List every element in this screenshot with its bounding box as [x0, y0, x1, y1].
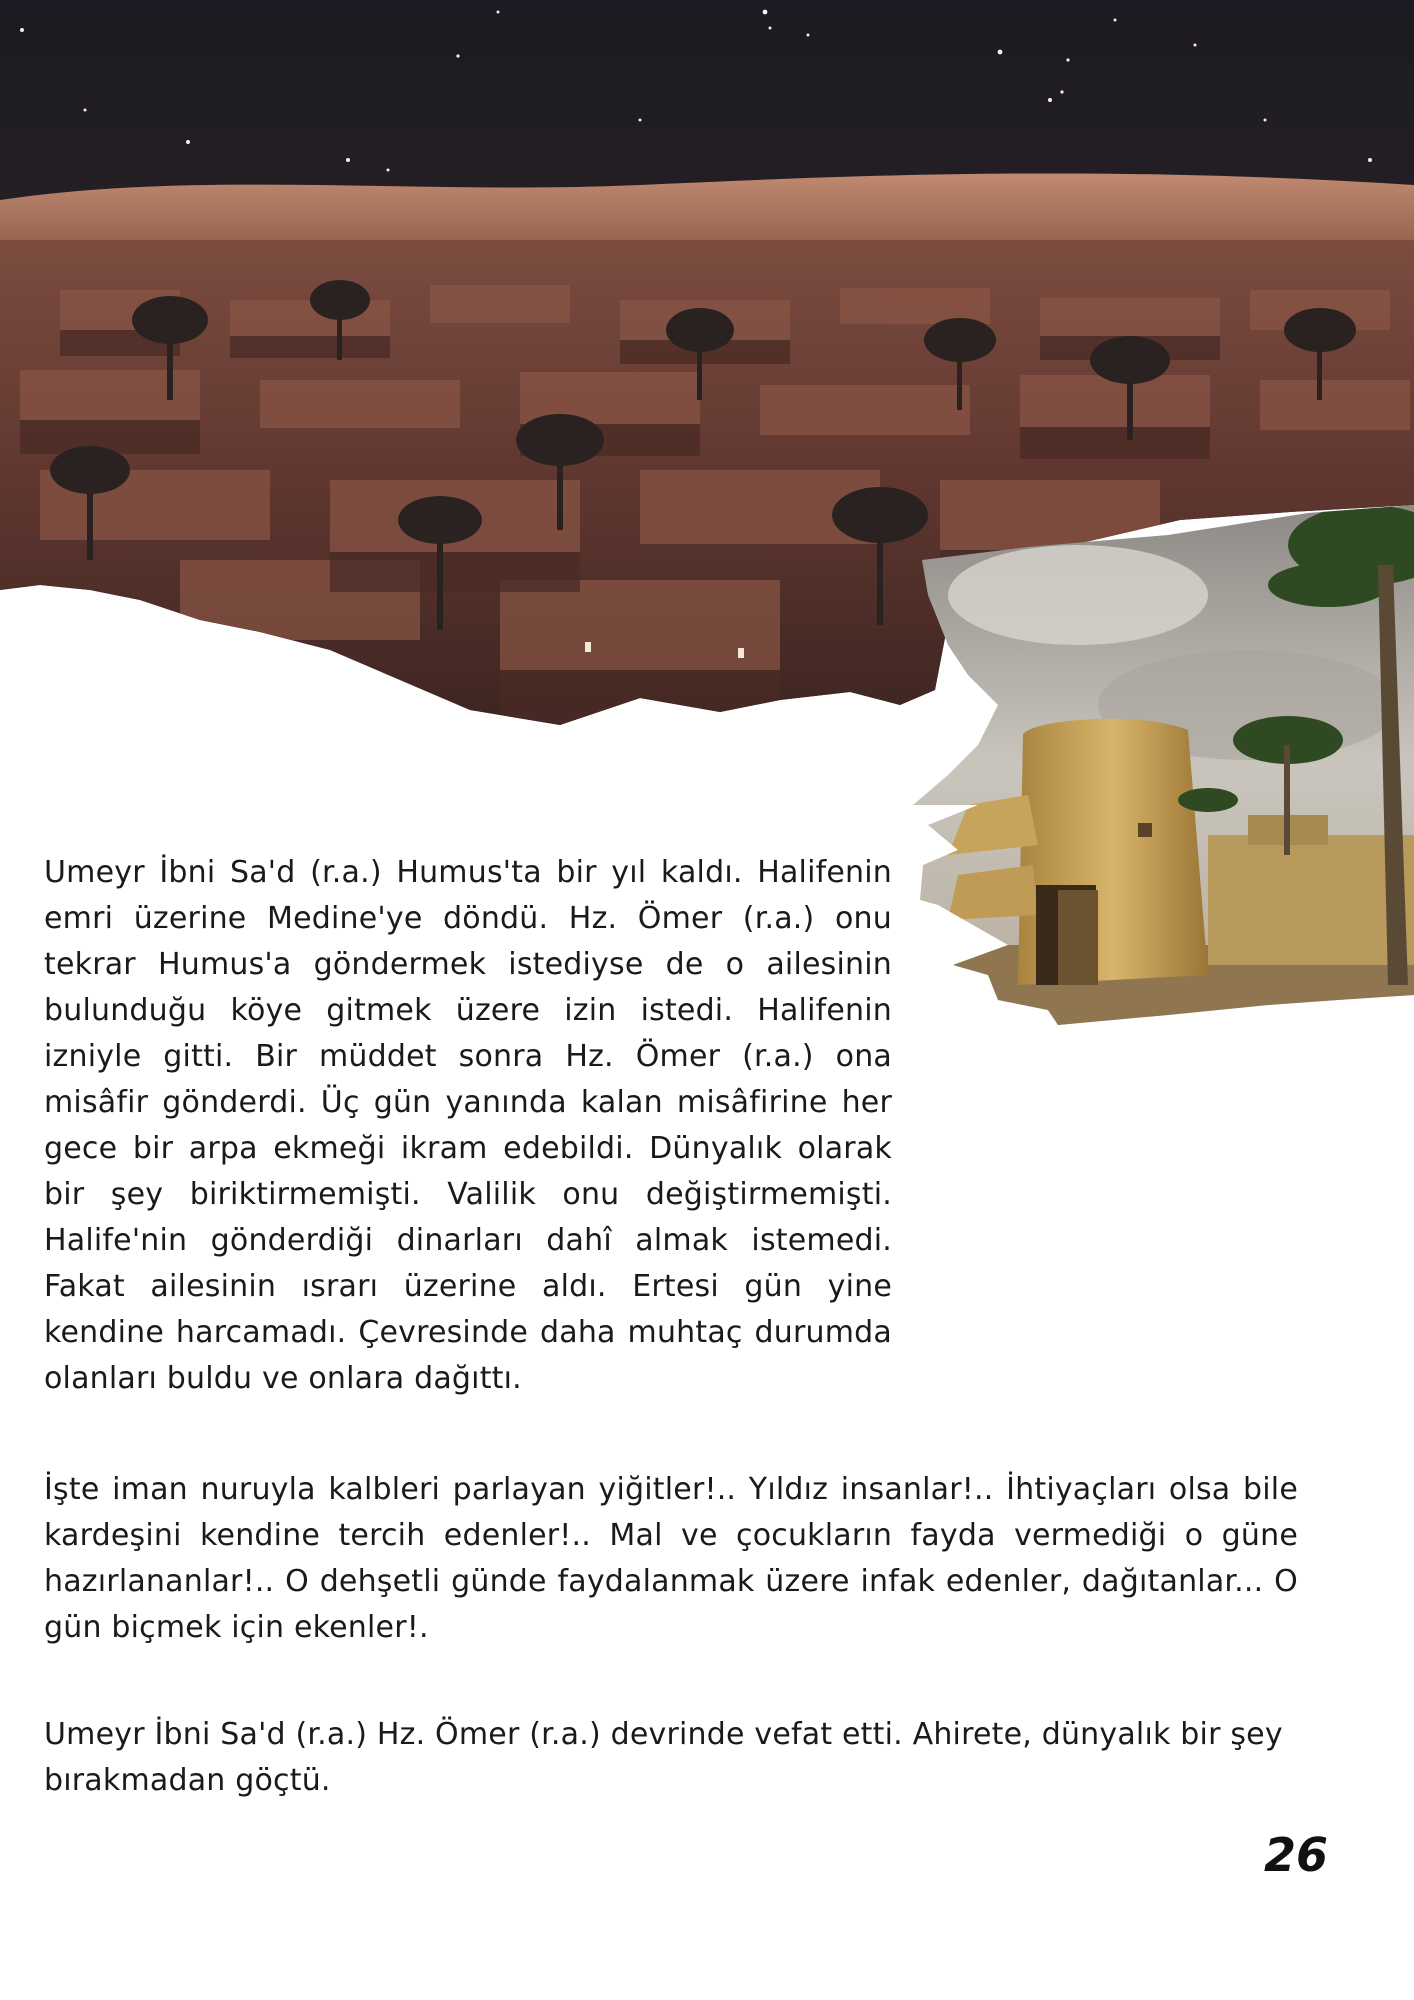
paragraph-umeyr-return: Umeyr İbni Sa'd (r.a.) Humus'ta bir yıl kaldı. Halifenin emri üzerine Medine'ye döndü. Hz. Ömer (r.a.) onu tekrar Humus'a göndermek istediyse de o ailesinin bulunduğu köye gitmek üzere izin istedi. Halifenin izniyle gitti. Bir müddet sonra Hz. Ömer (r.a.) ona misâfir gönderdi. Üç gün yanında kalan misâfirine her gece bir arpa ekmeği ikram edebildi. Dünyalık olarak bir şey biriktirmemişti. Valilik onu değiştirmemişti. Halife'nin gönderdiği dinarları dahî almak istemedi. Fakat ailesinin ısrarı üzerine aldı. Ertesi gün yine kendine harcamadı. Çevresinde daha muhtaç durumda olanları buldu ve onlara dağıttı. [44, 855, 892, 1396]
mud-brick-tower-with-palm-illustration [908, 505, 1414, 1025]
paragraph-vefat: Umeyr İbni Sa'd (r.a.) Hz. Ömer (r.a.) devrinde vefat etti. Ahirete, dünyalık bir şey bırakmadan göçtü. [44, 1717, 1283, 1798]
paragraph-iman-nuru: İşte iman nuruyla kalbleri parlayan yiğitler!.. Yıldız insanlar!.. İhtiyaçları olsa bile kardeşini kendine tercih edenler!.. Mal ve çocukların fayda vermediği o güne hazırlananlar!.. O dehşetli günde faydalanmak üzere infak edenler, dağıtanlar... O gün biçmek için ekenler!. [44, 1472, 1298, 1645]
page-number: 26 [1263, 1828, 1328, 1882]
